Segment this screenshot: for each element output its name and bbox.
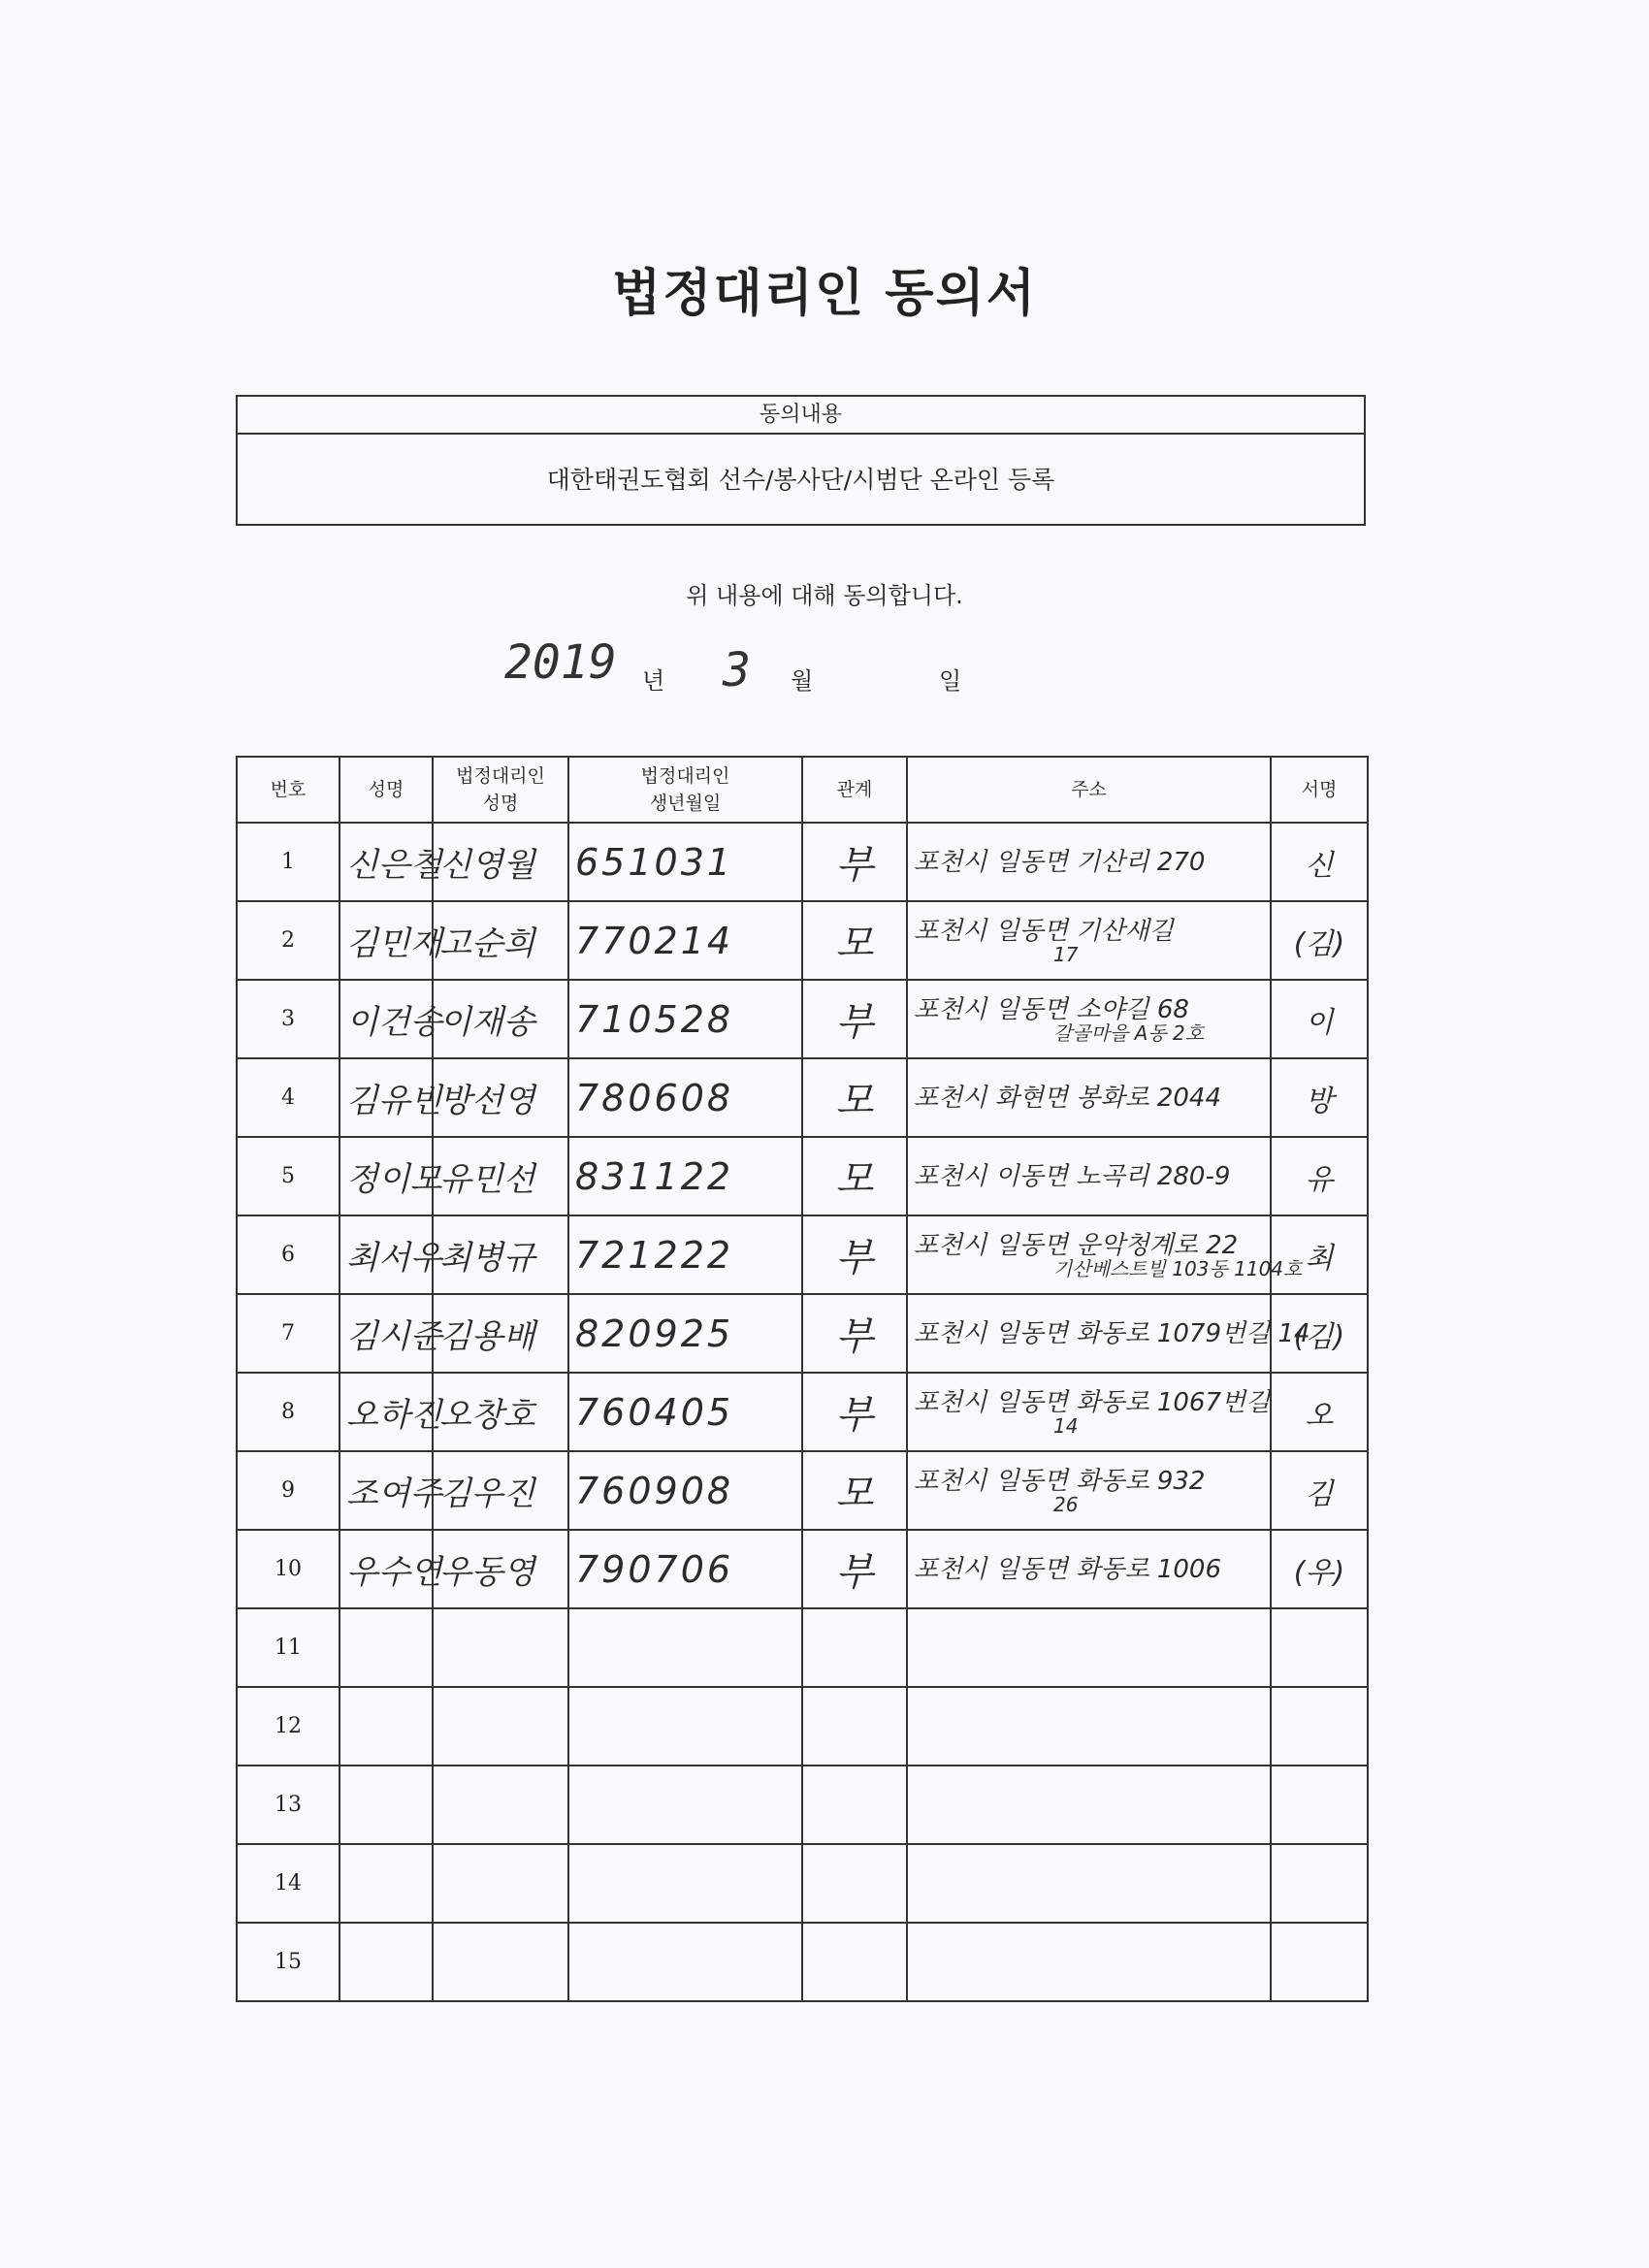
guardian-name-cell <box>433 1058 568 1137</box>
signature: 이 <box>1305 1005 1334 1040</box>
student-name-cell <box>340 1844 433 1923</box>
guardian-birth-cell <box>568 1294 802 1373</box>
guardian-birth-cell <box>568 901 802 980</box>
relation-cell <box>802 1373 907 1451</box>
table-row <box>237 1215 1368 1294</box>
address-cell <box>907 1137 1271 1215</box>
table-row <box>237 1294 1368 1373</box>
header-signature: 서명 <box>1271 757 1368 823</box>
guardian-name-cell <box>433 1215 568 1294</box>
guardian-birthdate: 831122 <box>575 1154 734 1198</box>
student-name: 우수연 <box>346 1553 442 1592</box>
guardian-name: 우동영 <box>439 1553 535 1592</box>
relation-cell <box>802 1137 907 1215</box>
relation-cell <box>802 1923 907 2001</box>
student-name: 조여주 <box>346 1474 442 1513</box>
signature: 최 <box>1305 1241 1334 1276</box>
student-name: 정이모 <box>346 1160 442 1199</box>
relation: 부 <box>835 1000 874 1045</box>
guardian-name-cell <box>433 1844 568 1923</box>
address: 포천시 일동면 화동로 1079번길 14 <box>914 1318 1310 1348</box>
guardian-birth-cell <box>568 1923 802 2001</box>
address-line2: 17 <box>1053 942 1079 966</box>
guardian-birth-cell <box>568 1373 802 1451</box>
guardian-name-cell <box>433 980 568 1058</box>
address-cell <box>907 1058 1271 1137</box>
guardian-birth-cell <box>568 1058 802 1137</box>
relation-cell <box>802 1766 907 1844</box>
student-name: 김유빈 <box>346 1082 442 1120</box>
row-number: 1 <box>237 823 340 901</box>
relation: 모 <box>835 922 874 966</box>
date-day-unit: 일 <box>939 667 962 695</box>
relation-cell <box>802 1215 907 1294</box>
relation-cell <box>802 980 907 1058</box>
student-name-cell <box>340 1923 433 2001</box>
guardian-name: 방선영 <box>439 1082 535 1120</box>
relation-cell <box>802 1058 907 1137</box>
student-name-cell <box>340 1530 442 1608</box>
address-cell <box>907 1530 1271 1608</box>
guardian-birth-cell <box>568 980 802 1058</box>
signature-cell <box>1271 823 1368 901</box>
address: 포천시 일동면 화동로 932 <box>914 1466 1206 1496</box>
student-name-cell <box>340 1215 442 1294</box>
row-number: 9 <box>237 1451 340 1530</box>
header-address: 주소 <box>907 757 1271 823</box>
row-number: 8 <box>237 1373 340 1451</box>
student-name-cell <box>340 1373 442 1451</box>
guardian-birthdate: 820925 <box>575 1312 734 1355</box>
relation-cell <box>802 1608 907 1687</box>
guardian-name: 신영월 <box>439 846 535 885</box>
guardian-name: 김용배 <box>439 1317 535 1356</box>
guardian-name: 고순희 <box>439 924 535 963</box>
student-name-cell <box>340 901 442 980</box>
guardian-birthdate: 760908 <box>575 1469 734 1512</box>
table-row <box>237 1137 1368 1215</box>
guardian-birth-cell <box>568 1530 802 1608</box>
row-number: 5 <box>237 1137 340 1215</box>
signature-cell <box>1271 1766 1368 1844</box>
guardian-name-cell <box>433 1923 568 2001</box>
signature: (우) <box>1293 1555 1345 1590</box>
address-cell <box>907 1687 1271 1766</box>
student-name-cell <box>340 823 442 901</box>
guardian-birth-cell <box>568 1608 802 1687</box>
signature-cell <box>1271 1608 1368 1687</box>
signature-cell <box>1271 1451 1368 1530</box>
header-guardian-birth-line2: 생년월일 <box>649 793 722 814</box>
guardian-birthdate: 770214 <box>575 919 734 962</box>
relation-cell <box>802 1844 907 1923</box>
student-name-cell <box>340 1137 442 1215</box>
address: 포천시 일동면 화동로 1006 <box>914 1554 1222 1584</box>
relation: 모 <box>835 1079 874 1123</box>
address: 포천시 일동면 기산리 270 <box>914 847 1206 877</box>
row-number: 12 <box>237 1687 340 1766</box>
guardian-birth-cell <box>568 1766 802 1844</box>
address: 포천시 일동면 운악청계로 22 <box>914 1230 1239 1260</box>
student-name-cell <box>340 1608 433 1687</box>
relation-cell <box>802 1530 907 1608</box>
guardian-name: 오창호 <box>439 1396 535 1435</box>
signature-cell <box>1271 1844 1368 1923</box>
row-number: 6 <box>237 1215 340 1294</box>
address-cell <box>907 1451 1271 1530</box>
guardian-name-cell <box>433 823 568 901</box>
guardian-birth-cell <box>568 1215 802 1294</box>
row-number: 13 <box>237 1766 340 1844</box>
date-month-unit: 월 <box>791 667 814 695</box>
guardian-name: 유민선 <box>439 1160 535 1199</box>
guardian-birth-cell <box>568 1137 802 1215</box>
address-cell <box>907 1844 1271 1923</box>
signature: 오 <box>1305 1398 1334 1433</box>
relation: 부 <box>835 1393 874 1438</box>
relation-cell <box>802 901 907 980</box>
address-cell <box>907 980 1271 1058</box>
consent-box <box>236 395 1366 526</box>
header-guardian-name <box>433 757 568 823</box>
relation: 모 <box>835 1472 874 1516</box>
table-row <box>237 980 1368 1058</box>
signature-cell <box>1271 1687 1368 1766</box>
address-cell <box>907 1373 1271 1451</box>
guardian-birthdate: 710528 <box>575 997 734 1041</box>
guardian-birthdate: 790706 <box>575 1547 734 1591</box>
guardian-birth-cell <box>568 1451 802 1530</box>
relation: 부 <box>835 1550 874 1595</box>
guardian-name-cell <box>433 1137 568 1215</box>
guardian-name-cell <box>433 901 568 980</box>
header-guardian-name-line2: 성명 <box>482 793 519 814</box>
table-header-row <box>237 757 1368 823</box>
address: 포천시 화현면 봉화로 2044 <box>914 1083 1222 1113</box>
guardian-birth-cell <box>568 1687 802 1766</box>
header-guardian-name-line1: 법정대리인 <box>456 765 545 787</box>
signature: 신 <box>1305 848 1334 883</box>
date-line <box>0 635 1649 713</box>
student-name: 이건송 <box>346 1003 442 1042</box>
address: 포천시 일동면 기산새길 <box>914 916 1174 946</box>
guardian-name-cell <box>433 1294 568 1373</box>
relation-cell <box>802 823 907 901</box>
row-number: 3 <box>237 980 340 1058</box>
signature: 방 <box>1305 1084 1334 1118</box>
table-row <box>237 1766 1368 1844</box>
student-name-cell <box>340 980 442 1058</box>
row-number: 4 <box>237 1058 340 1137</box>
row-number: 7 <box>237 1294 340 1373</box>
relation-cell <box>802 1451 907 1530</box>
guardian-birthdate: 760405 <box>575 1390 734 1434</box>
table-row <box>237 1530 1368 1608</box>
guardian-name: 최병규 <box>439 1239 535 1278</box>
table-row <box>237 901 1368 980</box>
relation: 부 <box>835 843 874 888</box>
signature-cell <box>1271 1923 1368 2001</box>
student-name-cell <box>340 1294 442 1373</box>
signature-cell <box>1271 901 1368 980</box>
guardian-birthdate: 780608 <box>575 1076 734 1119</box>
header-name: 성명 <box>340 757 433 823</box>
table-row <box>237 823 1368 901</box>
relation-cell <box>802 1687 907 1766</box>
student-name-cell <box>340 1451 442 1530</box>
guardian-name-cell <box>433 1373 568 1451</box>
document-title: 법정대리인 동의서 <box>612 265 1037 323</box>
address-cell <box>907 1923 1271 2001</box>
date-year: 2019 <box>504 635 617 690</box>
signature-cell <box>1271 1137 1368 1215</box>
signature: 유 <box>1305 1162 1334 1197</box>
guardian-table <box>236 756 1369 2002</box>
row-number: 2 <box>237 901 340 980</box>
address-cell <box>907 1215 1303 1294</box>
table-row <box>237 1373 1368 1451</box>
consent-content: 대한태권도협회 선수/봉사단/시범단 온라인 등록 <box>546 466 1055 494</box>
header-guardian-birth <box>568 757 802 823</box>
table-row <box>237 1687 1368 1766</box>
guardian-name: 이재송 <box>439 1003 535 1042</box>
guardian-name-cell <box>433 1687 568 1766</box>
guardian-name-cell <box>433 1608 568 1687</box>
row-number: 10 <box>237 1530 340 1608</box>
guardian-name: 김우진 <box>439 1474 535 1513</box>
table-row <box>237 1844 1368 1923</box>
signature: (김) <box>1293 926 1345 961</box>
student-name-cell <box>340 1766 433 1844</box>
signature-cell <box>1271 1530 1368 1608</box>
student-name: 신은철 <box>346 846 442 885</box>
row-number: 15 <box>237 1923 340 2001</box>
relation: 부 <box>835 1314 874 1359</box>
address: 포천시 이동면 노곡리 280-9 <box>914 1161 1231 1191</box>
signature-cell <box>1271 980 1368 1058</box>
table-row <box>237 1451 1368 1530</box>
row-number: 14 <box>237 1844 340 1923</box>
student-name-cell <box>340 1687 433 1766</box>
relation-cell <box>802 1294 907 1373</box>
table-row <box>237 1923 1368 2001</box>
header-guardian-birth-line1: 법정대리인 <box>640 765 730 787</box>
relation: 모 <box>835 1157 874 1202</box>
student-name: 김민재 <box>346 924 442 963</box>
table-row <box>237 1608 1368 1687</box>
date-month: 3 <box>723 643 751 697</box>
guardian-birthdate: 721222 <box>575 1233 734 1277</box>
signature: 김 <box>1305 1476 1334 1511</box>
guardian-name-cell <box>433 1530 568 1608</box>
address-line2: 26 <box>1053 1492 1079 1516</box>
address-cell <box>907 1608 1271 1687</box>
student-name: 오하진 <box>346 1396 442 1435</box>
guardian-birth-cell <box>568 1844 802 1923</box>
guardian-name-cell <box>433 1451 568 1530</box>
date-year-unit: 년 <box>642 667 665 695</box>
guardian-birth-cell <box>568 823 802 901</box>
row-number: 11 <box>237 1608 340 1687</box>
address-cell <box>907 823 1271 901</box>
address-cell <box>907 901 1271 980</box>
student-name: 최서우 <box>346 1239 442 1278</box>
consent-header: 동의내용 <box>238 397 1364 435</box>
address-line2: 14 <box>1053 1413 1079 1438</box>
signature-cell <box>1271 1373 1368 1451</box>
student-name-cell <box>340 1058 442 1137</box>
relation: 부 <box>835 1236 874 1280</box>
address-cell <box>907 1766 1271 1844</box>
address: 포천시 일동면 소야길 68 <box>914 994 1189 1024</box>
signature-cell <box>1271 1215 1368 1294</box>
signature-cell <box>1271 1058 1368 1137</box>
agreement-text: 위 내용에 대해 동의합니다. <box>686 582 963 609</box>
address-line2: 갈골마을 A동 2호 <box>1053 1021 1205 1045</box>
address: 포천시 일동면 화동로 1067번길 <box>914 1387 1271 1417</box>
table-row <box>237 1058 1368 1137</box>
header-relation: 관계 <box>802 757 907 823</box>
address-cell <box>907 1294 1310 1373</box>
student-name: 김시준 <box>346 1317 442 1356</box>
signature: (김) <box>1293 1319 1345 1354</box>
header-no: 번호 <box>237 757 340 823</box>
address-line2: 기산베스트빌 103동 1104호 <box>1053 1256 1303 1280</box>
guardian-birthdate: 651031 <box>575 840 734 884</box>
guardian-name-cell <box>433 1766 568 1844</box>
